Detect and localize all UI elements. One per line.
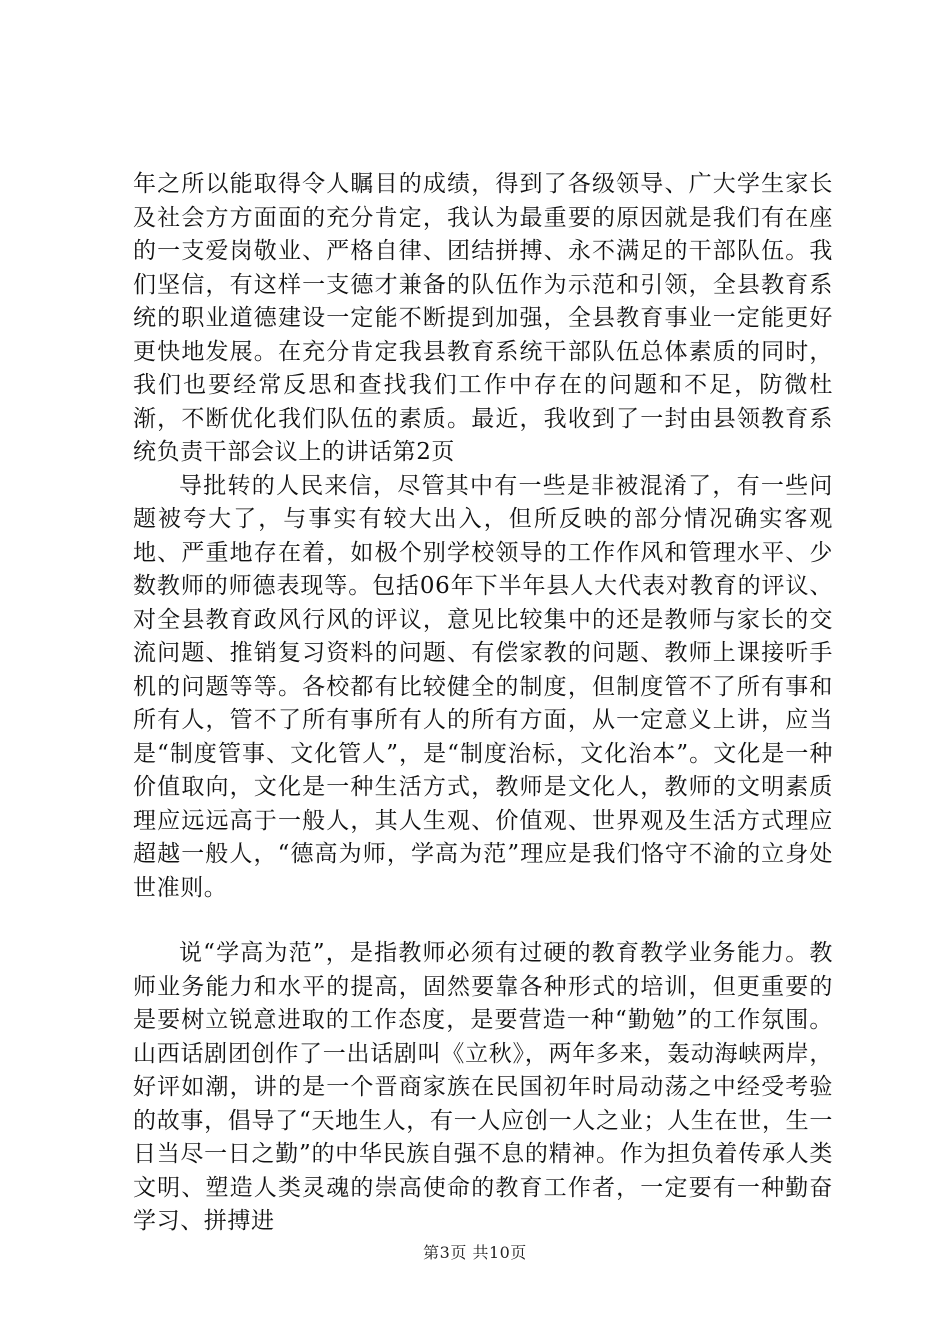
document-body (133, 168, 833, 1239)
paragraph-letters: 导批转的人民来信，尽管其中有一些是非被混淆了，有一些问题被夸大了，与事实有较大出入，但所反映的部分情况确实客观地、严重地存在着，如极个别学校领导的工作作风和管理水平、少数教师的师德表现等。包括06年下半年县人大代表对教育的评议、对全县教育政风行风的评议，意见比较集中的还是教师与家长的交流问题、推销复习资料的问题、有偿家教的问题、教师上课接听手机的问题等等。各校都有比较健全的制度，但制度管不了所有事和所有人，管不了所有事所有人的所有方面，从一定意义上讲，应当是“制度管事、文化管人”，是“制度治标，文化治本”。文化是一种价值取向，文化是一种生活方式，教师是文化人，教师的文明素质理应远远高于一般人，其人生观、价值观、世界观及生活方式理应超越一般人，“德高为师，学高为范”理应是我们恪守不渝的立身处世准则。 (133, 472, 833, 901)
paragraph-learning: 说“学高为范”，是指教师必须有过硬的教育教学业务能力。教师业务能力和水平的提高，固然要靠各种形式的培训，但更重要的是要树立锐意进取的工作态度，是要营造一种“勤勉”的工作氛围。山西话剧团创作了一出话剧叫《立秋》，两年多来，轰动海峡两岸，好评如潮，讲的是一个晋商家族在民国初年时局动荡之中经受考验的故事，倡导了“天地生人，有一人应创一人之业；人生在世，生一日当尽一日之勤”的中华民族自强不息的精神。作为担负着传承人类文明、塑造人类灵魂的崇高使命的教育工作者，一定要有一种勤奋学习、拼搏进 (133, 940, 833, 1234)
page-number-footer: 第3页 共10页 (423, 1243, 527, 1262)
paragraph-continued: 年之所以能取得令人瞩目的成绩，得到了各级领导、广大学生家长及社会方方面面的充分肯定，我认为最重要的原因就是我们有在座的一支爱岗敬业、严格自律、团结拼搏、永不满足的干部队伍。我们坚信，有这样一支德才兼备的队伍作为示范和引领，全县教育系统的职业道德建设一定能不断提到加强，全县教育事业一定能更好更快地发展。在充分肯定我县教育系统干部队伍总体素质的同时，我们也要经常反思和查找我们工作中存在的问题和不足，防微杜渐，不断优化我们队伍的素质。最近，我收到了一封由县领教育系统负责干部会议上的讲话第2页 (133, 171, 833, 465)
